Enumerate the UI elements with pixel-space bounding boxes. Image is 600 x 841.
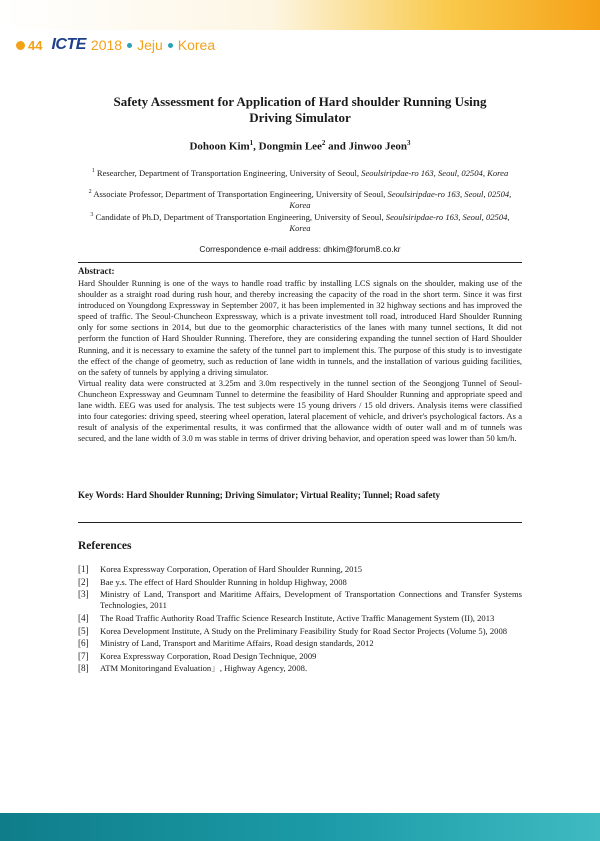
affiliation-sup: 2 <box>88 189 92 195</box>
author-sup: 1 <box>249 139 254 147</box>
reference-text: Ministry of Land, Transport and Maritime Affairs, Development of Transportation Connections and Transfer Systems Technologies, 2011 <box>100 589 522 611</box>
page-number: 44 <box>28 37 43 53</box>
reference-text: Korea Development Institute, A Study on the Preliminary Feasibility Study for Road Sector Projects (Volume 5), 2008 <box>100 625 508 636</box>
affiliation-sup: 3 <box>90 212 94 218</box>
affiliation-3 <box>80 210 520 234</box>
reference-number: [2] <box>78 576 89 587</box>
author-list <box>80 139 520 153</box>
references-heading: References <box>78 540 132 552</box>
author-name: Dohoon Kim <box>189 140 250 153</box>
divider-bottom <box>78 522 522 523</box>
author-sup: 3 <box>407 139 411 147</box>
paper-title <box>80 94 520 126</box>
correspondence-email: Correspondence e-mail address: dhkim@forum8.co.kr <box>199 244 401 254</box>
conference-logo <box>51 36 85 54</box>
abstract-body <box>78 278 522 444</box>
author-name: Dongmin Lee <box>258 140 322 153</box>
reference-number: [6] <box>78 638 89 649</box>
reference-item <box>78 589 522 611</box>
abstract-paragraph-1: Hard Shoulder Running is one of the ways to handle road traffic by installing LCS signals on the shoulder, making use of the shoulder as a straight road during rush hour, and thereby increasing the capacity of the road in the short term. Since it was first introduced on Youngdong Expressway in September 2007, it has been implemented in 32 highway sections and has improved the speed of traffic. The Seoul-Chuncheon Expressway, which is a private investment toll road, introduced Hard Shoulder Running only for some sections in 2014, but due to the geomorphic characteristics of the lanes with many tunnel sections, It did not perform the function of Hard Shoulder Running. Therefore, they are considering expanding the tunnel section of Hard Shoulder Running, and it is necessary to examine the safety of the tunnel part to implement this. The purpose of this study is to investigate the effect of the change of geometry, such as reduction of lane width in tunnels, and the installation of various guiding facilities, on the safety of tunnels by applying a driving simulator. <box>78 278 522 377</box>
reference-list <box>78 564 522 676</box>
affiliation-text: Candidate of Ph.D, Department of Transportation Engineering, University of Seoul, <box>93 211 386 222</box>
reference-number: [3] <box>78 589 89 600</box>
author-joiner: and <box>325 140 349 153</box>
title-line-1: Safety Assessment for Application of Hard shoulder Running Using <box>113 94 487 109</box>
separator-dot-icon <box>168 43 173 48</box>
reference-text: Ministry of Land, Transport and Maritime Affairs, Road design standards, 2012 <box>100 638 374 649</box>
conference-header <box>16 34 215 56</box>
conference-location-1: Jeju <box>137 37 163 53</box>
reference-number: [8] <box>78 663 89 674</box>
abstract-paragraph-2: Virtual reality data were constructed at 3.25m and 3.0m respectively in the tunnel section of the Seongjong Tunnel of Seoul-Chuncheon Expressway and Geumnam Tunnel to determine the feasibility of Hard Shoulder Running and appropriate speed and lane width. EEG was used for analysis. The test subjects were 15 young drivers / 15 old drivers. Analysis items were classified into four categories: driving speed, steering wheel operation, lateral placement of vehicle, and driver's psychological factors. As a result of analysis of the experimental results, it was confirmed that the allowance width of outer wall and m of tunnels was secured, and the lane width of 3.0 m was stable in terms of driver driving behavior, and operation speed was lower than 50 km/h. <box>78 377 522 444</box>
reference-number: [1] <box>78 564 89 574</box>
reference-item <box>78 613 522 624</box>
affiliation-sup: 1 <box>91 168 95 174</box>
reference-item <box>78 638 522 649</box>
affiliation-text: Researcher, Department of Transportation Engineering, University of Seoul, <box>94 167 362 178</box>
reference-text: The Road Traffic Authority Road Traffic Science Research Institute, Active Traffic Management System (II), 2013 <box>100 612 495 623</box>
affiliation-address: Seoulsiripdae-ro 163, Seoul, 02504, Korea <box>289 188 512 210</box>
reference-text: Korea Expressway Corporation, Road Design Technique, 2009 <box>100 650 317 661</box>
divider-top <box>78 262 522 263</box>
keywords: Key Words: Hard Shoulder Running; Driving Simulator; Virtual Reality; Tunnel; Road safety <box>78 490 440 500</box>
reference-item <box>78 577 522 588</box>
reference-text: ATM Monitoringand Evaluation」, Highway Agency, 2008. <box>100 663 308 674</box>
reference-number: [4] <box>78 612 89 623</box>
reference-text: Bae y.s. The effect of Hard Shoulder Running in holdup Highway, 2008 <box>100 576 347 587</box>
reference-item <box>78 564 522 575</box>
author-joiner: , <box>253 140 259 153</box>
reference-number: [7] <box>78 650 89 661</box>
bottom-decorative-band <box>0 813 600 841</box>
top-decorative-band <box>0 0 600 30</box>
reference-item <box>78 626 522 637</box>
affiliation-address: Seoulsiripdae-ro 163, Seoul, 02504, Korea <box>361 167 509 178</box>
author-name: Jinwoo Jeon <box>348 140 408 153</box>
reference-number: [5] <box>78 625 89 636</box>
logo-text: ICTE <box>51 36 86 53</box>
reference-text: Korea Expressway Corporation, Operation of Hard Shoulder Running, 2015 <box>100 564 363 574</box>
affiliation-text: Associate Professor, Department of Transportation Engineering, University of Seoul, <box>91 188 388 199</box>
bullet-dot-icon <box>16 41 25 50</box>
affiliation-address: Seoulsiripdae-ro 163, Seoul, 02504, Korea <box>289 211 510 233</box>
conference-location-2: Korea <box>177 37 216 53</box>
reference-item <box>78 651 522 662</box>
affiliation-2 <box>80 187 520 211</box>
author-sup: 2 <box>321 139 326 147</box>
reference-item <box>78 663 522 674</box>
title-line-2: Driving Simulator <box>249 110 351 125</box>
separator-dot-icon <box>127 43 132 48</box>
conference-year: 2018 <box>90 37 123 53</box>
affiliation-1 <box>80 166 520 179</box>
abstract-heading: Abstract: <box>78 266 115 276</box>
